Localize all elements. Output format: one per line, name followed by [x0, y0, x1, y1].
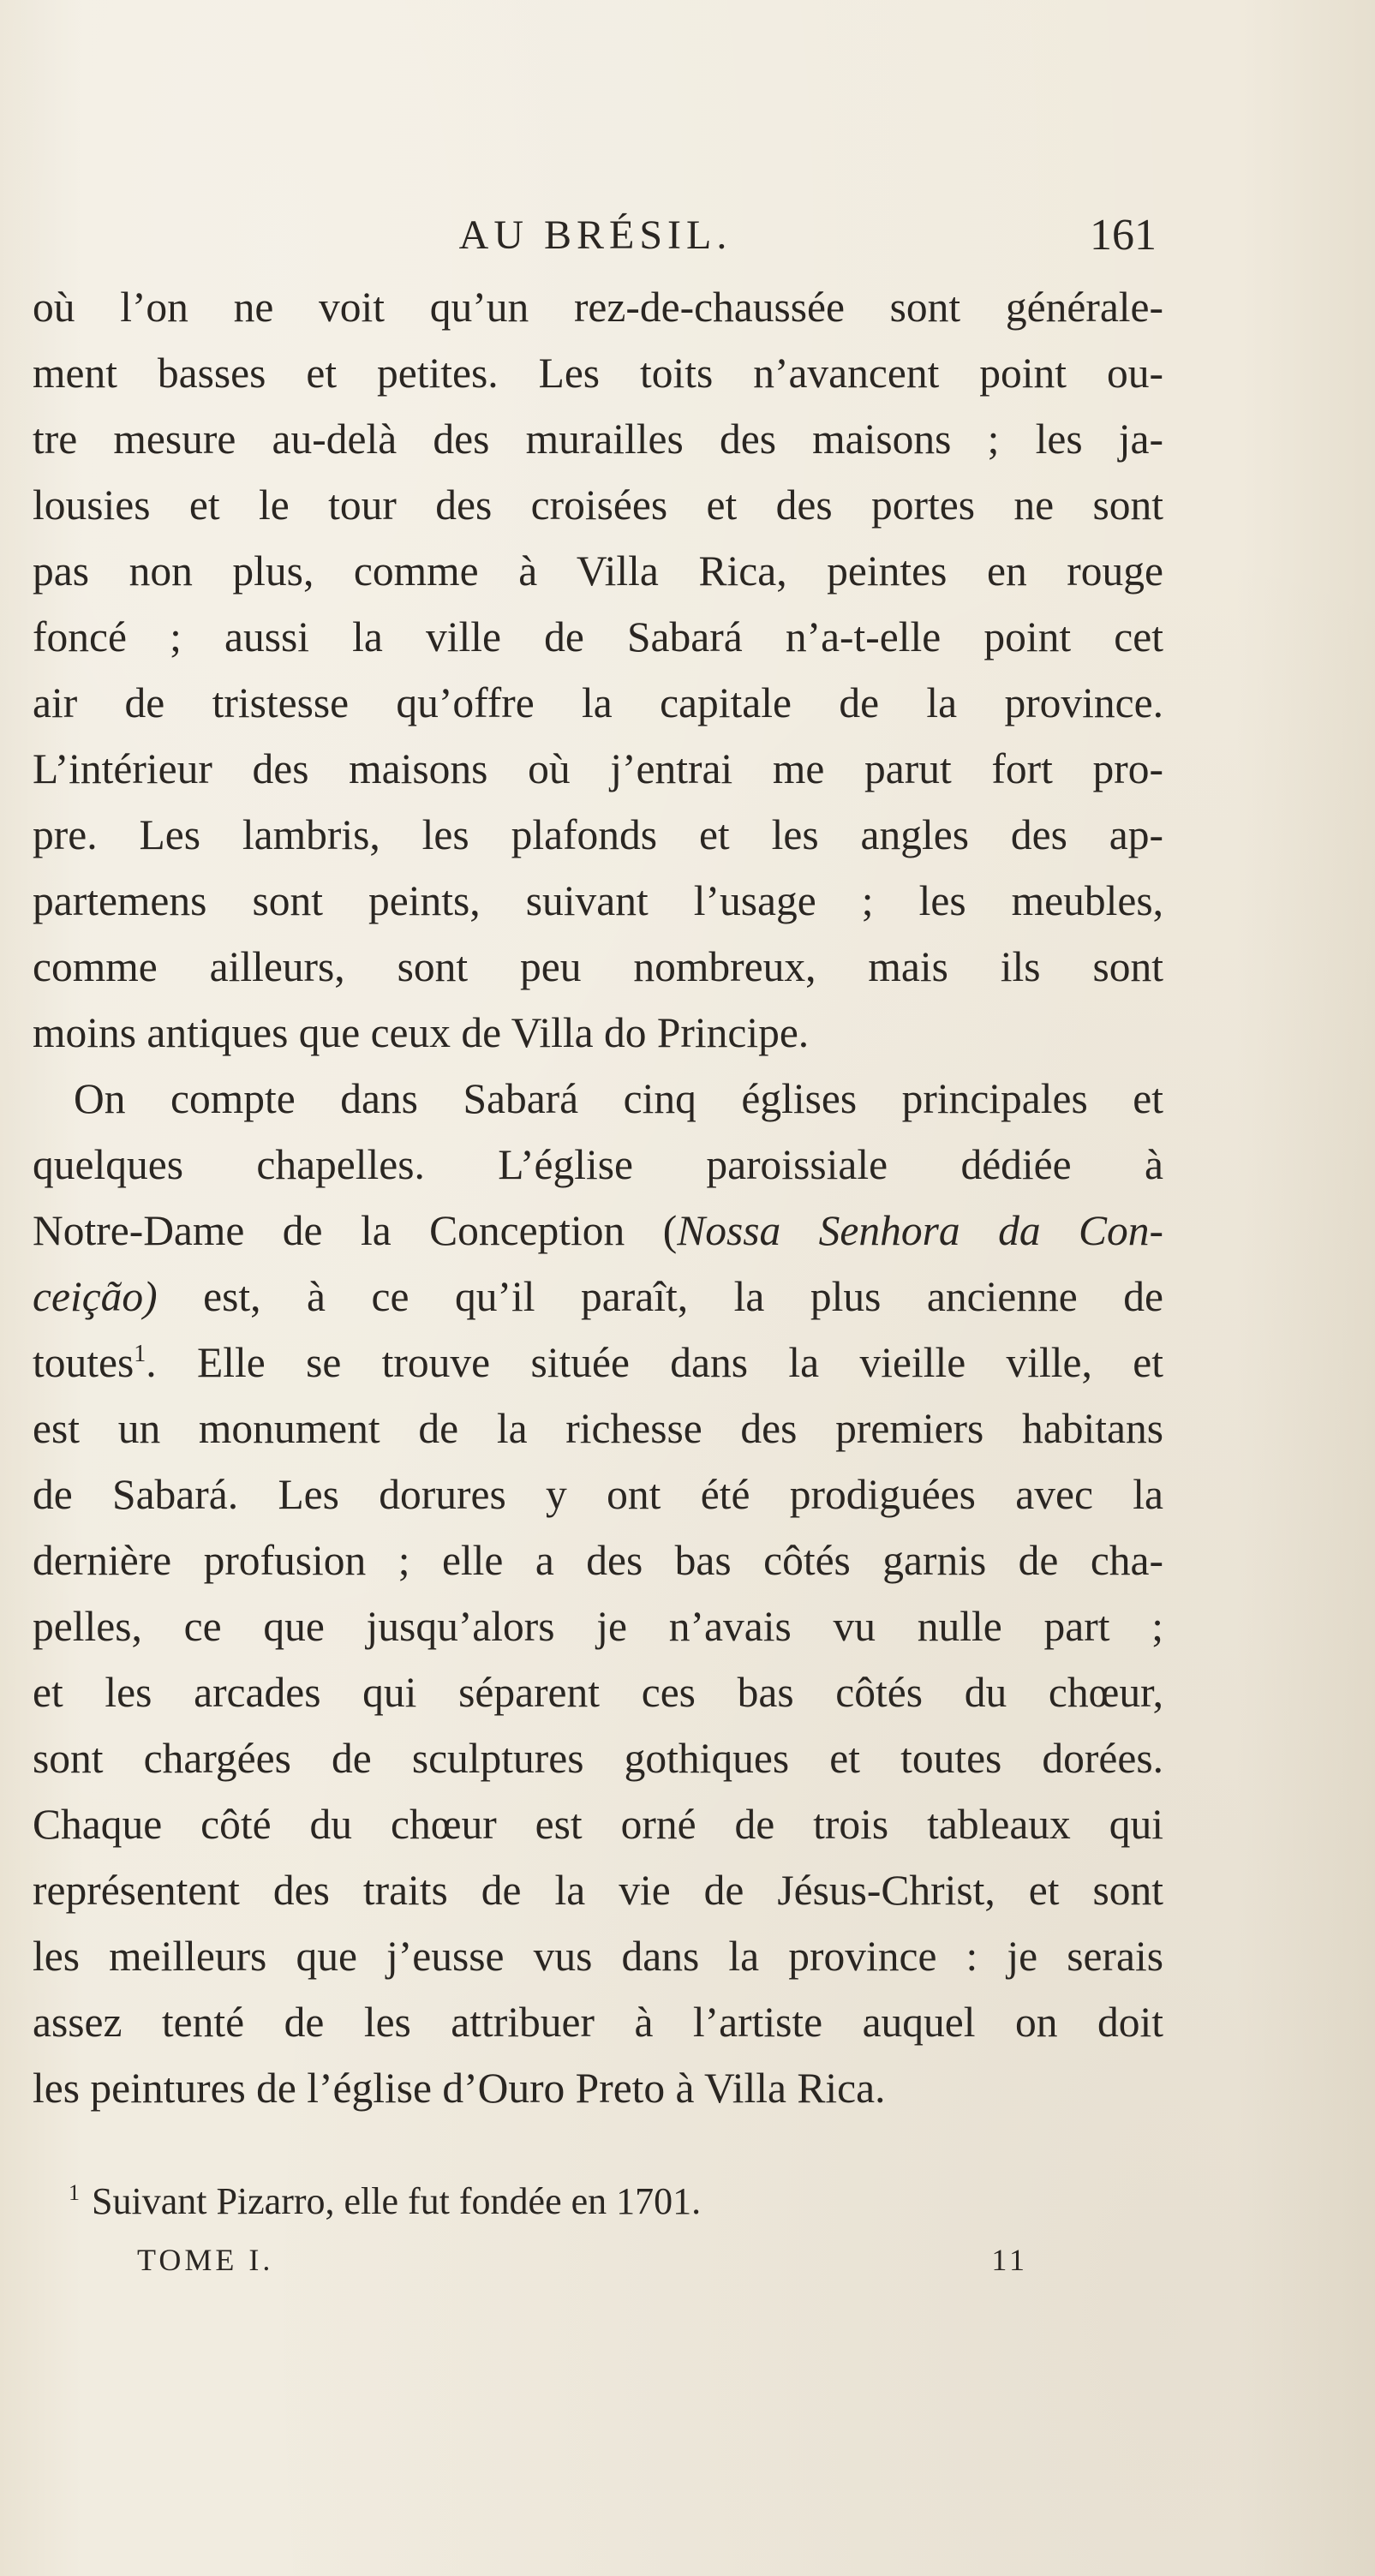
- text-line: assez tenté de les attribuer à l’artiste auquel on doit: [33, 1999, 1163, 2046]
- text-line: les meilleurs que j’eusse vus dans la province : je serais: [33, 1933, 1163, 1980]
- text-line: où l’on ne voit qu’un rez-de-chaussée sont générale-: [33, 284, 1163, 331]
- text-line: L’intérieur des maisons où j’entrai me parut fort pro-: [33, 745, 1163, 792]
- footnote-marker: 1: [134, 1341, 146, 1367]
- text-line: ment basses et petites. Les toits n’avancent point ou-: [33, 350, 1163, 397]
- text-line: les peintures de l’église d’Ouro Preto à Villa Rica.: [33, 2065, 886, 2112]
- text-line: sont chargées de sculptures gothiques et toutes dorées.: [33, 1735, 1163, 1782]
- text-line: moins antiques que ceux de Villa do Principe.: [33, 1009, 810, 1056]
- text-line: représentent des traits de la vie de Jésus-Christ, et sont: [33, 1867, 1163, 1914]
- text-line: quelques chapelles. L’église paroissiale dédiée à: [33, 1141, 1163, 1188]
- text-line: et les arcades qui séparent ces bas côtés du chœur,: [33, 1669, 1163, 1716]
- italic-text: ceição): [33, 1273, 158, 1320]
- text-line: foncé ; aussi la ville de Sabará n’a-t-elle point cet: [33, 613, 1163, 660]
- text-line: comme ailleurs, sont peu nombreux, mais ils sont: [33, 943, 1163, 990]
- text-line: On compte dans Sabará cinq églises principales et: [74, 1075, 1163, 1122]
- signature-line: [137, 2234, 1028, 2286]
- text-segment: . Elle se trouve située dans la vieille ville, et: [146, 1339, 1163, 1386]
- text-line: [33, 1330, 1163, 1396]
- text-line: air de tristesse qu’offre la capitale de la province.: [33, 679, 1163, 726]
- text-line: pas non plus, comme à Villa Rica, peintes en rouge: [33, 547, 1163, 595]
- text-line: dernière profusion ; elle a des bas côtés garnis de cha-: [33, 1537, 1163, 1584]
- footnote: [69, 2176, 1097, 2227]
- text-line: de Sabará. Les dorures y ont été prodiguées avec la: [33, 1471, 1163, 1518]
- footnote-text: Suivant Pizarro, elle fut fondée en 1701.: [92, 2180, 702, 2222]
- footnote-number: 1: [69, 2180, 80, 2205]
- text-line: partemens sont peints, suivant l’usage ; les meubles,: [33, 877, 1163, 924]
- text-line: lousies et le tour des croisées et des portes ne sont: [33, 481, 1163, 529]
- running-title: AU BRÉSIL.: [458, 212, 732, 258]
- text-segment: toutes: [33, 1339, 135, 1386]
- page-number: 161: [1090, 211, 1157, 260]
- volume-label: TOME I.: [137, 2243, 274, 2277]
- text-line: Chaque côté du chœur est orné de trois tableaux qui: [33, 1801, 1163, 1848]
- text-segment: Notre-Dame de la Conception (: [33, 1207, 678, 1254]
- text-line: [33, 1198, 1163, 1264]
- text-line: [33, 1264, 1163, 1330]
- text-line: pelles, ce que jusqu’alors je n’avais vu nulle part ;: [33, 1603, 1163, 1650]
- text-line: est un monument de la richesse des premiers habitans: [33, 1405, 1163, 1452]
- page-header: [34, 206, 1157, 266]
- italic-text: Nossa Senhora da Con-: [677, 1207, 1163, 1254]
- text-line: pre. Les lambris, les plafonds et les angles des ap-: [33, 811, 1163, 858]
- text-line: tre mesure au-delà des murailles des maisons ; les ja-: [33, 415, 1163, 463]
- main-text: [33, 274, 1163, 2121]
- text-segment: est, à ce qu’il paraît, la plus ancienne de: [157, 1273, 1163, 1320]
- signature-mark: 11: [991, 2243, 1028, 2277]
